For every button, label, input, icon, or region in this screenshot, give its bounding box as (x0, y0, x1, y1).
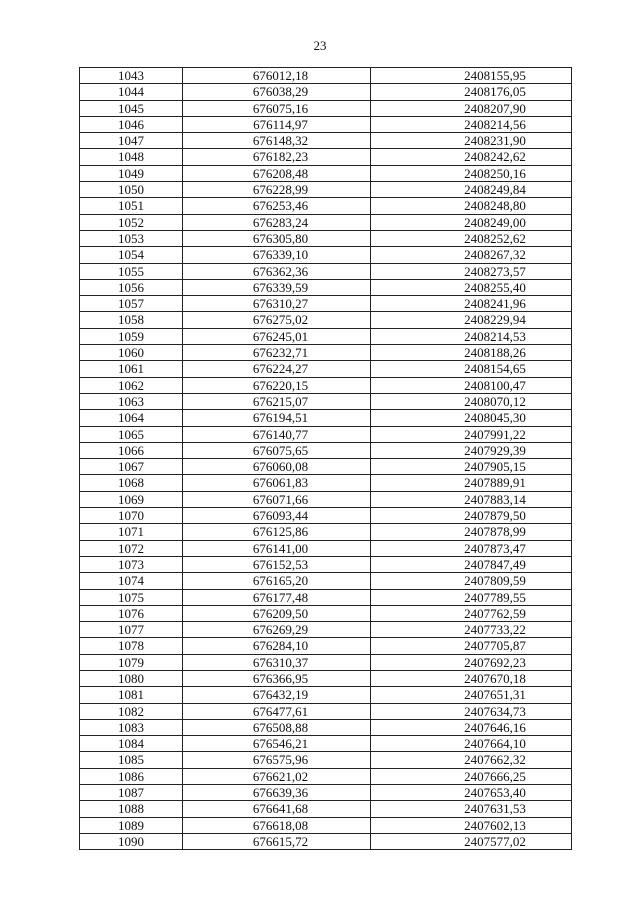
table-row (80, 198, 572, 214)
x-coordinate-cell: 676075,65 (183, 442, 371, 458)
x-coordinate-cell: 676093,44 (183, 508, 371, 524)
point-number-cell: 1068 (80, 475, 183, 491)
table-row (80, 768, 572, 784)
point-number-cell: 1052 (80, 214, 183, 230)
x-coordinate-cell: 676060,08 (183, 459, 371, 475)
point-number-cell: 1051 (80, 198, 183, 214)
x-coordinate-cell: 676310,27 (183, 296, 371, 312)
coordinates-table-body (80, 68, 572, 850)
table-row (80, 491, 572, 507)
x-coordinate-cell: 676575,96 (183, 752, 371, 768)
point-number-cell: 1079 (80, 654, 183, 670)
point-number-cell: 1045 (80, 100, 183, 116)
table-row (80, 116, 572, 132)
table-row (80, 393, 572, 409)
y-coordinate-cell: 2408249,84 (371, 182, 572, 198)
point-number-cell: 1063 (80, 393, 183, 409)
y-coordinate-cell: 2407733,22 (371, 622, 572, 638)
x-coordinate-cell: 676477,61 (183, 703, 371, 719)
point-number-cell: 1083 (80, 719, 183, 735)
table-row (80, 68, 572, 84)
table-row (80, 654, 572, 670)
x-coordinate-cell: 676220,15 (183, 377, 371, 393)
point-number-cell: 1073 (80, 556, 183, 572)
y-coordinate-cell: 2408176,05 (371, 84, 572, 100)
table-row (80, 622, 572, 638)
y-coordinate-cell: 2408252,62 (371, 230, 572, 246)
x-coordinate-cell: 676228,99 (183, 182, 371, 198)
point-number-cell: 1047 (80, 133, 183, 149)
table-row (80, 540, 572, 556)
y-coordinate-cell: 2407634,73 (371, 703, 572, 719)
point-number-cell: 1050 (80, 182, 183, 198)
x-coordinate-cell: 676339,10 (183, 247, 371, 263)
y-coordinate-cell: 2407705,87 (371, 638, 572, 654)
y-coordinate-cell: 2408045,30 (371, 410, 572, 426)
point-number-cell: 1058 (80, 312, 183, 328)
table-row (80, 328, 572, 344)
table-row (80, 345, 572, 361)
x-coordinate-cell: 676269,29 (183, 622, 371, 638)
table-row (80, 214, 572, 230)
point-number-cell: 1061 (80, 361, 183, 377)
point-number-cell: 1071 (80, 524, 183, 540)
y-coordinate-cell: 2408231,90 (371, 133, 572, 149)
point-number-cell: 1062 (80, 377, 183, 393)
y-coordinate-cell: 2407847,49 (371, 556, 572, 572)
table-row (80, 182, 572, 198)
table-row (80, 589, 572, 605)
x-coordinate-cell: 676432,19 (183, 687, 371, 703)
y-coordinate-cell: 2407878,99 (371, 524, 572, 540)
point-number-cell: 1049 (80, 165, 183, 181)
table-row (80, 263, 572, 279)
point-number-cell: 1046 (80, 116, 183, 132)
y-coordinate-cell: 2408214,56 (371, 116, 572, 132)
table-row (80, 312, 572, 328)
point-number-cell: 1053 (80, 230, 183, 246)
y-coordinate-cell: 2407664,10 (371, 736, 572, 752)
point-number-cell: 1072 (80, 540, 183, 556)
table-row (80, 801, 572, 817)
y-coordinate-cell: 2408214,53 (371, 328, 572, 344)
x-coordinate-cell: 676615,72 (183, 833, 371, 849)
y-coordinate-cell: 2407670,18 (371, 670, 572, 686)
y-coordinate-cell: 2407809,59 (371, 573, 572, 589)
y-coordinate-cell: 2407889,91 (371, 475, 572, 491)
x-coordinate-cell: 676283,24 (183, 214, 371, 230)
y-coordinate-cell: 2407879,50 (371, 508, 572, 524)
y-coordinate-cell: 2408100,47 (371, 377, 572, 393)
table-row (80, 459, 572, 475)
y-coordinate-cell: 2407929,39 (371, 442, 572, 458)
coordinates-table (79, 67, 572, 850)
y-coordinate-cell: 2407873,47 (371, 540, 572, 556)
y-coordinate-cell: 2407602,13 (371, 817, 572, 833)
x-coordinate-cell: 676215,07 (183, 393, 371, 409)
y-coordinate-cell: 2408207,90 (371, 100, 572, 116)
table-row (80, 296, 572, 312)
table-row (80, 410, 572, 426)
y-coordinate-cell: 2408273,57 (371, 263, 572, 279)
point-number-cell: 1065 (80, 426, 183, 442)
y-coordinate-cell: 2408255,40 (371, 279, 572, 295)
point-number-cell: 1082 (80, 703, 183, 719)
x-coordinate-cell: 676165,20 (183, 573, 371, 589)
y-coordinate-cell: 2408070,12 (371, 393, 572, 409)
x-coordinate-cell: 676339,59 (183, 279, 371, 295)
x-coordinate-cell: 676140,77 (183, 426, 371, 442)
point-number-cell: 1080 (80, 670, 183, 686)
y-coordinate-cell: 2407905,15 (371, 459, 572, 475)
table-row (80, 84, 572, 100)
point-number-cell: 1087 (80, 785, 183, 801)
y-coordinate-cell: 2407631,53 (371, 801, 572, 817)
table-row (80, 475, 572, 491)
table-row (80, 605, 572, 621)
table-row (80, 100, 572, 116)
x-coordinate-cell: 676621,02 (183, 768, 371, 784)
table-row (80, 785, 572, 801)
point-number-cell: 1074 (80, 573, 183, 589)
table-row (80, 133, 572, 149)
x-coordinate-cell: 676182,23 (183, 149, 371, 165)
point-number-cell: 1064 (80, 410, 183, 426)
point-number-cell: 1056 (80, 279, 183, 295)
page-number: 23 (313, 38, 327, 53)
table-row (80, 719, 572, 735)
point-number-cell: 1067 (80, 459, 183, 475)
table-row (80, 556, 572, 572)
x-coordinate-cell: 676071,66 (183, 491, 371, 507)
table-row (80, 442, 572, 458)
x-coordinate-cell: 676362,36 (183, 263, 371, 279)
point-number-cell: 1076 (80, 605, 183, 621)
point-number-cell: 1078 (80, 638, 183, 654)
y-coordinate-cell: 2408155,95 (371, 68, 572, 84)
x-coordinate-cell: 676232,71 (183, 345, 371, 361)
table-row (80, 752, 572, 768)
x-coordinate-cell: 676310,37 (183, 654, 371, 670)
y-coordinate-cell: 2407883,14 (371, 491, 572, 507)
point-number-cell: 1075 (80, 589, 183, 605)
x-coordinate-cell: 676012,18 (183, 68, 371, 84)
table-row (80, 573, 572, 589)
point-number-cell: 1055 (80, 263, 183, 279)
y-coordinate-cell: 2408249,00 (371, 214, 572, 230)
table-row (80, 149, 572, 165)
point-number-cell: 1090 (80, 833, 183, 849)
point-number-cell: 1084 (80, 736, 183, 752)
x-coordinate-cell: 676284,10 (183, 638, 371, 654)
x-coordinate-cell: 676253,46 (183, 198, 371, 214)
table-row (80, 736, 572, 752)
y-coordinate-cell: 2407577,02 (371, 833, 572, 849)
y-coordinate-cell: 2408154,65 (371, 361, 572, 377)
y-coordinate-cell: 2407646,16 (371, 719, 572, 735)
table-row (80, 426, 572, 442)
table-row (80, 524, 572, 540)
point-number-cell: 1044 (80, 84, 183, 100)
table-row (80, 817, 572, 833)
y-coordinate-cell: 2408250,16 (371, 165, 572, 181)
point-number-cell: 1081 (80, 687, 183, 703)
table-row (80, 703, 572, 719)
y-coordinate-cell: 2408229,94 (371, 312, 572, 328)
table-row (80, 247, 572, 263)
x-coordinate-cell: 676366,95 (183, 670, 371, 686)
x-coordinate-cell: 676641,68 (183, 801, 371, 817)
x-coordinate-cell: 676114,97 (183, 116, 371, 132)
x-coordinate-cell: 676075,16 (183, 100, 371, 116)
y-coordinate-cell: 2407991,22 (371, 426, 572, 442)
x-coordinate-cell: 676177,48 (183, 589, 371, 605)
table-row (80, 670, 572, 686)
point-number-cell: 1070 (80, 508, 183, 524)
point-number-cell: 1043 (80, 68, 183, 84)
x-coordinate-cell: 676148,32 (183, 133, 371, 149)
x-coordinate-cell: 676125,86 (183, 524, 371, 540)
point-number-cell: 1077 (80, 622, 183, 638)
point-number-cell: 1060 (80, 345, 183, 361)
point-number-cell: 1048 (80, 149, 183, 165)
x-coordinate-cell: 676508,88 (183, 719, 371, 735)
y-coordinate-cell: 2407653,40 (371, 785, 572, 801)
table-row (80, 279, 572, 295)
table-row (80, 638, 572, 654)
table-row (80, 833, 572, 849)
x-coordinate-cell: 676141,00 (183, 540, 371, 556)
x-coordinate-cell: 676208,48 (183, 165, 371, 181)
point-number-cell: 1089 (80, 817, 183, 833)
y-coordinate-cell: 2408267,32 (371, 247, 572, 263)
x-coordinate-cell: 676152,53 (183, 556, 371, 572)
point-number-cell: 1088 (80, 801, 183, 817)
point-number-cell: 1085 (80, 752, 183, 768)
y-coordinate-cell: 2407662,32 (371, 752, 572, 768)
point-number-cell: 1057 (80, 296, 183, 312)
y-coordinate-cell: 2407789,55 (371, 589, 572, 605)
x-coordinate-cell: 676245,01 (183, 328, 371, 344)
x-coordinate-cell: 676038,29 (183, 84, 371, 100)
y-coordinate-cell: 2408188,26 (371, 345, 572, 361)
table-row (80, 165, 572, 181)
x-coordinate-cell: 676275,02 (183, 312, 371, 328)
y-coordinate-cell: 2407666,25 (371, 768, 572, 784)
table-row (80, 377, 572, 393)
table-row (80, 687, 572, 703)
table-row (80, 361, 572, 377)
y-coordinate-cell: 2407692,23 (371, 654, 572, 670)
y-coordinate-cell: 2407651,31 (371, 687, 572, 703)
y-coordinate-cell: 2408241,96 (371, 296, 572, 312)
point-number-cell: 1059 (80, 328, 183, 344)
y-coordinate-cell: 2407762,59 (371, 605, 572, 621)
point-number-cell: 1066 (80, 442, 183, 458)
x-coordinate-cell: 676305,80 (183, 230, 371, 246)
table-row (80, 230, 572, 246)
y-coordinate-cell: 2408248,80 (371, 198, 572, 214)
point-number-cell: 1054 (80, 247, 183, 263)
x-coordinate-cell: 676209,50 (183, 605, 371, 621)
point-number-cell: 1086 (80, 768, 183, 784)
x-coordinate-cell: 676546,21 (183, 736, 371, 752)
x-coordinate-cell: 676224,27 (183, 361, 371, 377)
point-number-cell: 1069 (80, 491, 183, 507)
y-coordinate-cell: 2408242,62 (371, 149, 572, 165)
x-coordinate-cell: 676194,51 (183, 410, 371, 426)
x-coordinate-cell: 676618,08 (183, 817, 371, 833)
x-coordinate-cell: 676639,36 (183, 785, 371, 801)
x-coordinate-cell: 676061,83 (183, 475, 371, 491)
table-row (80, 508, 572, 524)
